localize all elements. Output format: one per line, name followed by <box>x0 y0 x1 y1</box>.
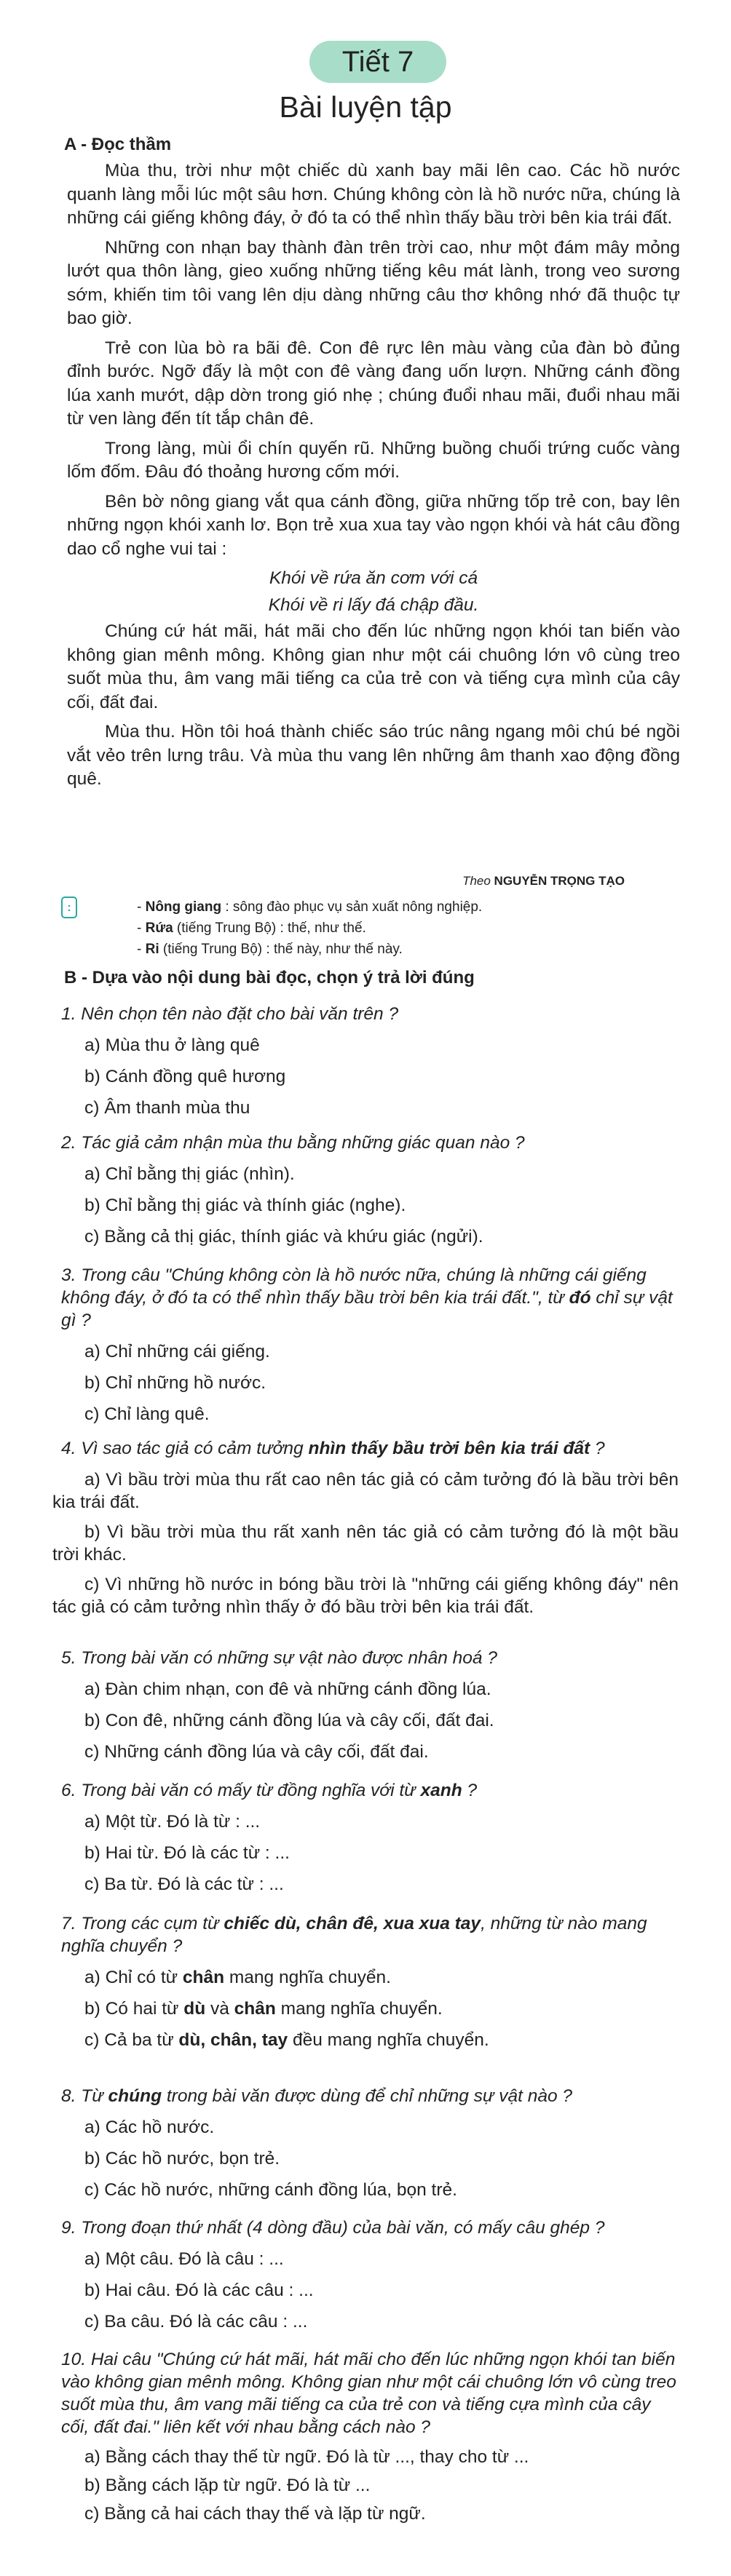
answer-option[interactable]: c) Âm thanh mùa thu <box>84 1098 250 1118</box>
question-stem <box>61 1779 679 1802</box>
note-definition: : sông đào phục vụ sản xuất nông nghiệp. <box>221 899 483 915</box>
answer-option[interactable]: a) Một từ. Đó là từ : ... <box>84 1812 261 1832</box>
answer-option[interactable]: b) Bằng cách lặp từ ngữ. Đó là từ ... <box>84 2476 371 2495</box>
option-text: a) Chỉ có từ <box>84 1968 183 1987</box>
question-7 <box>52 1912 679 2060</box>
note-definition: (tiếng Trung Bộ) : thế này, như thế này. <box>159 942 403 957</box>
option-keyword: chân <box>182 1968 225 1987</box>
answer-option[interactable]: a) Vì bầu trời mùa thu rất cao nên tác giả có cảm tưởng đó là bầu trời bên kia trái đất. <box>52 1470 679 1512</box>
stem-text: , những từ nào mang nghĩa chuyển ? <box>61 1914 647 1956</box>
source-author: NGUYỄN TRỌNG TẠO <box>494 874 625 888</box>
answer-option[interactable]: b) Chỉ bằng thị giác và thính giác (nghe). <box>84 1196 406 1215</box>
question-10 <box>52 2348 679 2531</box>
note-term: Ri <box>145 942 159 957</box>
option-text: c) Cả ba từ <box>84 2030 179 2050</box>
poem-line: Khói về rứa ăn cơm với cá <box>269 568 478 588</box>
answer-option[interactable]: a) Chỉ bằng thị giác (nhìn). <box>84 1164 295 1184</box>
stem-keyword: đó <box>569 1288 591 1308</box>
answer-option[interactable]: b) Hai từ. Đó là các từ : ... <box>84 1843 290 1863</box>
question-6 <box>52 1779 679 1904</box>
stem-text: chỉ sự vật gì ? <box>61 1288 673 1330</box>
answer-option[interactable] <box>84 1966 679 1989</box>
stem-keyword: chiếc dù, chân đê, xua xua tay <box>224 1914 481 1933</box>
stem-keyword: chúng <box>108 2086 162 2106</box>
answer-option[interactable]: b) Các hồ nước, bọn trẻ. <box>84 2149 280 2168</box>
question-stem: 5. Trong bài văn có những sự vật nào được nhân hoá ? <box>61 1648 497 1668</box>
option-text: b) Có hai từ <box>84 1999 184 2019</box>
note-item: - Ri (tiếng Trung Bộ) : thế này, như thế này. <box>137 942 403 957</box>
answer-option[interactable] <box>84 2029 679 2051</box>
question-stem: 10. Hai câu "Chúng cứ hát mãi, hát mãi cho đến lúc những ngọn khói tan biến vào không gian mênh mông. Không gian như một cái chuông lớn vô cùng treo suốt mùa thu, âm vang mãi tiếng ca của trẻ con và tiếng cựa mình của cây cối, đất đai." liên kết với nhau bằng cách nào ? <box>61 2350 676 2437</box>
answer-option[interactable]: a) Đàn chim nhạn, con đê và những cánh đồng lúa. <box>84 1679 491 1699</box>
paragraph: Trong làng, mùi ổi chín quyến rũ. Những buồng chuối trứng cuốc vàng lốm đốm. Đâu đó thoảng hương cốm mới. <box>67 438 680 482</box>
question-stem: 2. Tác giả cảm nhận mùa thu bằng những giác quan nào ? <box>61 1133 525 1153</box>
section-a-heading: A - Đọc thầm <box>64 135 172 154</box>
question-2 <box>52 1132 679 1257</box>
question-stem <box>61 1437 679 1460</box>
question-1 <box>52 1003 679 1128</box>
stem-text: 6. Trong bài văn có mấy từ đồng nghĩa với từ <box>61 1781 421 1800</box>
note-term: Nông giang <box>145 899 222 915</box>
stem-text: ? <box>462 1781 478 1800</box>
question-3 <box>52 1264 679 1434</box>
source-prefix: Theo <box>462 874 491 888</box>
glossary-notes <box>137 897 482 960</box>
paragraph: Mùa thu, trời như một chiếc dù xanh bay mãi lên cao. Các hồ nước quanh làng mỗi lúc một sâu hơn. Chúng không còn là hồ nước nữa, chúng là những cái giếng không đáy, ở đó ta có thể nhìn thấy bầu trời bên kia trái đất. <box>67 161 680 228</box>
question-stem: 9. Trong đoạn thứ nhất (4 dòng đầu) của bài văn, có mấy câu ghép ? <box>61 2218 605 2238</box>
stem-keyword: xanh <box>420 1781 462 1800</box>
answer-option[interactable]: a) Mùa thu ở làng quê <box>84 1035 260 1055</box>
question-5 <box>52 1647 679 1772</box>
stem-text: trong bài văn được dùng để chỉ những sự vật nào ? <box>162 2086 573 2106</box>
option-keyword: dù <box>183 1999 206 2019</box>
question-9 <box>52 2217 679 2342</box>
paragraph: Chúng cứ hát mãi, hát mãi cho đến lúc những ngọn khói tan biến vào không gian mênh mông. Không gian như một cái chuông lớn vô cùng treo suốt mùa thu, âm vang mãi tiếng ca của trẻ con và tiếng cựa mình của cây cối, đất đai. <box>67 621 680 712</box>
stem-text: 3. Trong câu "Chúng không còn là hồ nước nữa, chúng là những cái giếng không đáy, ở đó ta có thể nhìn thấy bầu trời bên kia trái đất.", từ <box>61 1265 647 1308</box>
note-item: - Nông giang : sông đào phục vụ sản xuất nông nghiệp. <box>137 899 483 915</box>
question-stem <box>61 2085 679 2107</box>
note-definition: (tiếng Trung Bộ) : thế, như thế. <box>173 921 366 936</box>
lesson-label: Tiết 7 <box>341 45 414 78</box>
answer-option[interactable]: a) Một câu. Đó là câu : ... <box>84 2249 284 2269</box>
answer-option[interactable]: c) Các hồ nước, những cánh đồng lúa, bọn trẻ. <box>84 2180 457 2200</box>
answer-option[interactable]: b) Vì bầu trời mùa thu rất xanh nên tác giả có cảm tưởng đó là một bầu trời khác. <box>52 1522 679 1565</box>
paragraph: Trẻ con lùa bò ra bãi đê. Con đê rực lên màu vàng của đàn bò đủng đỉnh bước. Ngỡ đấy là một con đê vàng đang uốn lượn. Những cánh đồng lúa xanh mướt, dập dờn trong gió nhẹ ; chúng đuổi nhau mãi, đuổi nhau mãi từ ven làng đến tít tắp chân đê. <box>67 338 680 429</box>
question-stem <box>61 1264 679 1332</box>
answer-option[interactable]: a) Chỉ những cái giếng. <box>84 1342 270 1361</box>
reading-passage <box>67 159 680 798</box>
answer-option[interactable]: c) Chỉ làng quê. <box>84 1404 210 1424</box>
answer-option[interactable]: b) Cánh đồng quê hương <box>84 1067 286 1086</box>
lesson-badge <box>309 41 446 83</box>
source-credit <box>462 874 625 889</box>
answer-option[interactable]: b) Chỉ những hồ nước. <box>84 1373 266 1393</box>
paragraph: Những con nhạn bay thành đàn trên trời cao, như một đám mây mỏng lướt qua thôn làng, gieo xuống những tiếng kêu mát lành, trong veo sương sớm, khiến tim tôi vang lên dịu dàng những câu thơ không nhớ đã thuộc tự bao giờ. <box>67 237 680 328</box>
answer-option[interactable]: b) Con đê, những cánh đồng lúa và cây cối, đất đai. <box>84 1711 494 1730</box>
paragraph: Bên bờ nông giang vắt qua cánh đồng, giữa những tốp trẻ con, bay lên những ngọn khói xanh lơ. Bọn trẻ xua xua tay vào ngọn khói và hát câu đồng dao cổ nghe vui tai : <box>67 491 680 559</box>
page-title: Bài luyện tập <box>279 90 452 124</box>
answer-option[interactable]: c) Ba từ. Đó là các từ : ... <box>84 1875 284 1894</box>
note-item: - Rứa (tiếng Trung Bộ) : thế, như thế. <box>137 921 366 936</box>
question-8 <box>52 2085 679 2210</box>
note-term: Rứa <box>145 921 173 936</box>
stem-text: 4. Vì sao tác giả có cảm tưởng <box>61 1439 309 1458</box>
answer-option[interactable]: c) Những cánh đồng lúa và cây cối, đất đai. <box>84 1742 429 1762</box>
paragraph: Mùa thu. Hồn tôi hoá thành chiếc sáo trúc nâng ngang môi chú bé ngồi vắt vẻo trên lưng trâu. Và mùa thu vang lên những âm thanh xao động đồng quê. <box>67 722 680 789</box>
answer-option[interactable]: b) Hai câu. Đó là các câu : ... <box>84 2281 314 2300</box>
option-text: và <box>205 1999 234 2019</box>
answer-option[interactable]: a) Bằng cách thay thế từ ngữ. Đó là từ ..., thay cho từ ... <box>84 2447 529 2467</box>
option-text: mang nghĩa chuyển. <box>275 1999 443 2019</box>
info-note-icon: : <box>61 897 77 918</box>
option-text: mang nghĩa chuyển. <box>224 1968 391 1987</box>
section-b-heading: B - Dựa vào nội dung bài đọc, chọn ý trả lời đúng <box>64 968 475 987</box>
stem-text: 8. Từ <box>61 2086 108 2106</box>
answer-option[interactable]: c) Bằng cả thị giác, thính giác và khứu giác (ngửi). <box>84 1227 483 1247</box>
stem-keyword: nhìn thấy bầu trời bên kia trái đất <box>308 1439 590 1458</box>
answer-option[interactable]: c) Vì những hồ nước in bóng bầu trời là "những cái giếng không đáy" nên tác giả có cảm tưởng nhìn thấy ở đó bầu trời bên kia trái đất. <box>52 1575 679 1617</box>
question-stem: 1. Nên chọn tên nào đặt cho bài văn trên ? <box>61 1004 399 1024</box>
question-4 <box>52 1437 679 1626</box>
answer-option[interactable]: c) Bằng cả hai cách thay thế và lặp từ ngữ. <box>84 2504 426 2524</box>
stem-text: 7. Trong các cụm từ <box>61 1914 224 1933</box>
question-stem <box>61 1912 679 1957</box>
answer-option[interactable] <box>84 1997 679 2020</box>
stem-text: ? <box>590 1439 605 1458</box>
answer-option[interactable]: a) Các hồ nước. <box>84 2118 215 2137</box>
option-keyword: dù, chân, tay <box>178 2030 288 2050</box>
option-text: đều mang nghĩa chuyển. <box>288 2030 489 2050</box>
option-keyword: chân <box>234 1999 276 2019</box>
answer-option[interactable]: c) Ba câu. Đó là các câu : ... <box>84 2312 308 2331</box>
poem-line: Khói về ri lấy đá chập đầu. <box>268 595 479 615</box>
